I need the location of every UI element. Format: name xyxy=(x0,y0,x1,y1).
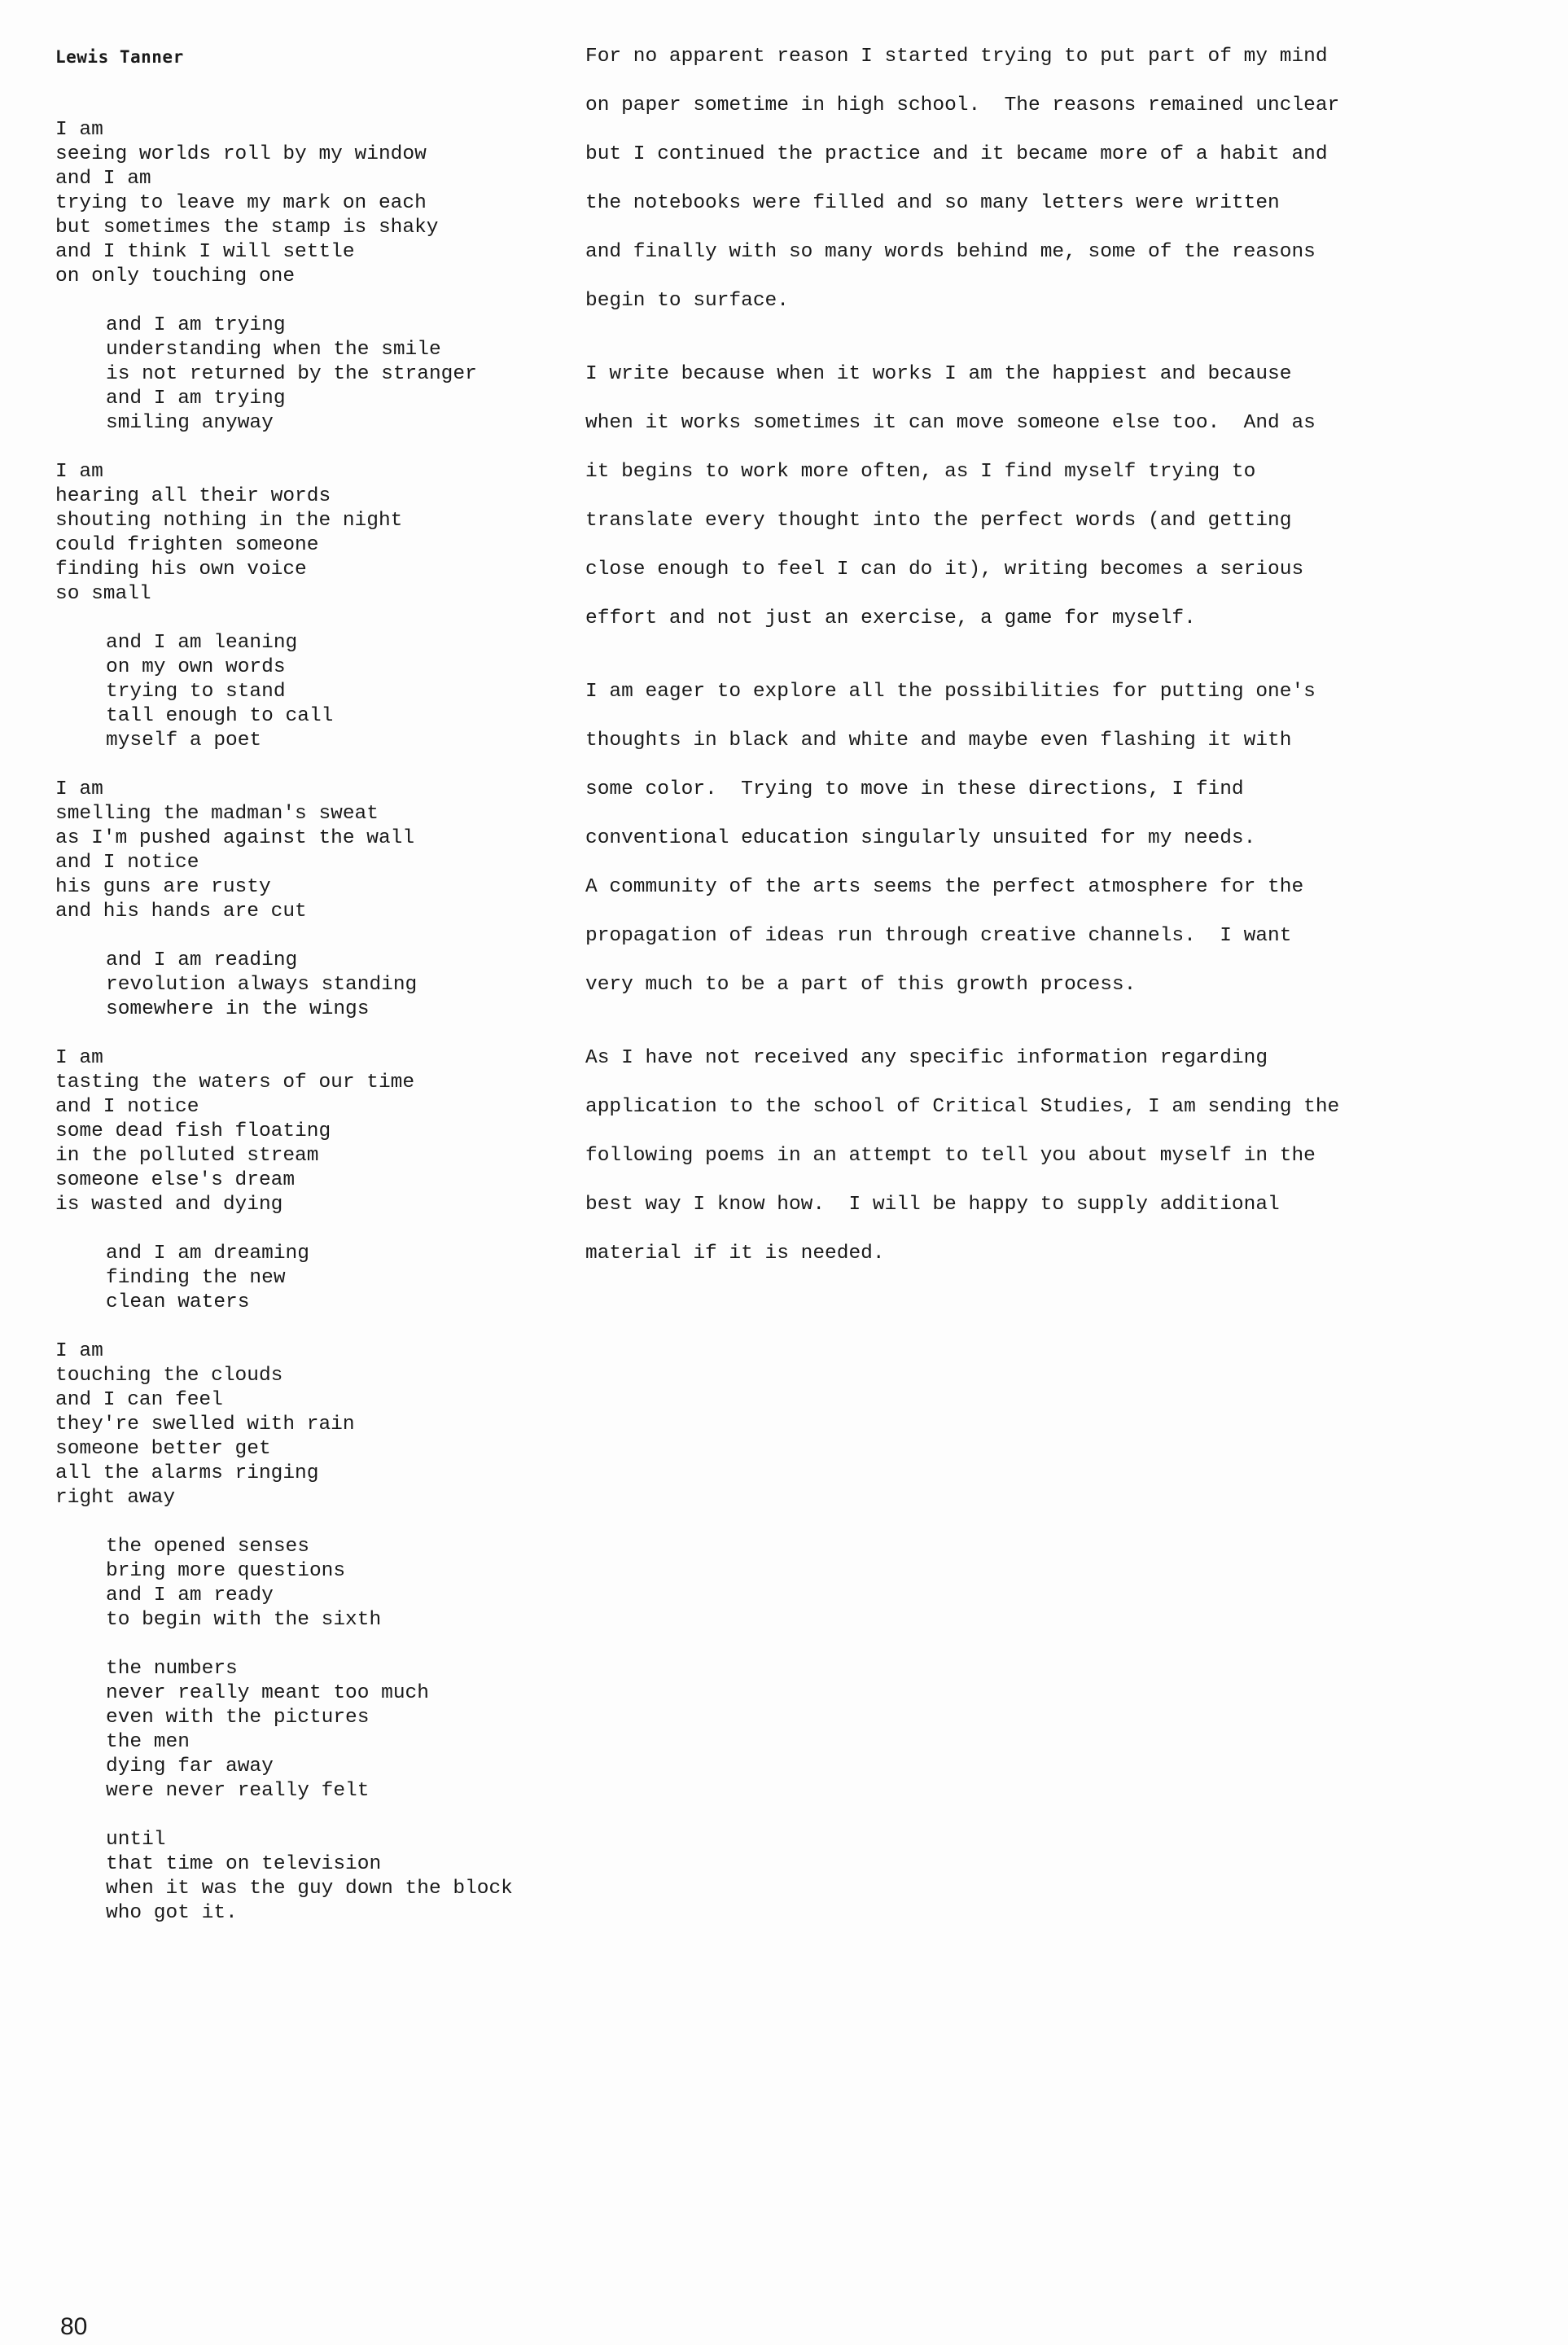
stanza-gap xyxy=(55,924,593,949)
poem-stanza xyxy=(55,778,593,924)
stanza-gap xyxy=(55,1315,593,1339)
poem-stanza xyxy=(55,1535,593,1633)
poem-line: and I can feel xyxy=(55,1389,223,1411)
stanza-gap xyxy=(55,1022,593,1046)
prose-line: when it works sometimes it can move someone else too. And as xyxy=(585,412,1316,434)
poem-line: is wasted and dying xyxy=(55,1194,283,1216)
poem-line: shouting nothing in the night xyxy=(55,510,403,532)
poem-stanza xyxy=(55,1046,593,1217)
prose-line: I am eager to explore all the possibilities for putting one's xyxy=(585,681,1316,703)
prose-line: A community of the arts seems the perfect atmosphere for the xyxy=(585,876,1304,898)
poem-line: is not returned by the stranger xyxy=(106,363,477,385)
prose-line: application to the school of Critical Studies, I am sending the xyxy=(585,1096,1340,1118)
stanza-gap xyxy=(55,1217,593,1242)
poem-line: finding his own voice xyxy=(55,559,307,581)
paragraph-gap xyxy=(585,1019,1522,1044)
poem-stanza xyxy=(55,313,593,436)
poem-line: trying to leave my mark on each xyxy=(55,192,427,214)
stanza-gap xyxy=(55,1510,593,1535)
poem-line: right away xyxy=(55,1487,176,1509)
poem-line: and I am ready xyxy=(106,1585,274,1606)
poem-line: seeing worlds roll by my window xyxy=(55,143,427,165)
poem-line: but sometimes the stamp is shaky xyxy=(55,217,439,239)
prose-line: begin to surface. xyxy=(585,290,789,312)
poem-line: hearing all their words xyxy=(55,485,331,507)
prose-line: I write because when it works I am the happiest and because xyxy=(585,363,1292,385)
stanza-gap xyxy=(55,289,593,313)
poem-line: tasting the waters of our time xyxy=(55,1072,415,1094)
prose-line: some color. Trying to move in these directions, I find xyxy=(585,778,1244,800)
poem-line: never really meant too much xyxy=(106,1682,429,1704)
poem-line: dying far away xyxy=(106,1755,274,1777)
poem-stanza xyxy=(55,631,593,753)
poem-stanza xyxy=(55,1339,593,1510)
poem-line: bring more questions xyxy=(106,1560,346,1582)
paragraph-gap xyxy=(585,335,1522,360)
prose-paragraph xyxy=(585,1044,1522,1288)
prose-line: the notebooks were filled and so many letters were written xyxy=(585,192,1280,214)
poem-line: and I think I will settle xyxy=(55,241,355,263)
prose-line: propagation of ideas run through creative channels. I want xyxy=(585,925,1292,947)
poem-stanza xyxy=(55,1828,593,1926)
poem-stanza xyxy=(55,460,593,607)
poem-stanza xyxy=(55,1657,593,1804)
prose-line: translate every thought into the perfect words (and getting xyxy=(585,510,1292,532)
poem-line: myself a poet xyxy=(106,730,262,752)
poem-line: and I am reading xyxy=(106,949,298,971)
poem-line: the men xyxy=(106,1731,190,1753)
poem-line: so small xyxy=(55,583,151,605)
poem-stanza xyxy=(55,949,593,1022)
poem-line: and I notice xyxy=(55,1096,199,1118)
poem-line: I am xyxy=(55,119,103,141)
poem-line: who got it. xyxy=(106,1902,238,1924)
poem-stanza xyxy=(55,1242,593,1315)
prose-line: following poems in an attempt to tell you about myself in the xyxy=(585,1145,1316,1167)
poem-line: I am xyxy=(55,1047,103,1069)
prose-line: it begins to work more often, as I find myself trying to xyxy=(585,461,1256,483)
poem-line: someone better get xyxy=(55,1438,271,1460)
stanza-gap xyxy=(55,436,593,460)
poem-line: revolution always standing xyxy=(106,974,418,996)
poem-column xyxy=(55,118,593,1926)
prose-line: close enough to feel I can do it), writing becomes a serious xyxy=(585,559,1304,581)
prose-line: effort and not just an exercise, a game for myself. xyxy=(585,607,1196,629)
poem-line: that time on television xyxy=(106,1853,382,1875)
poem-line: and I am trying xyxy=(106,388,286,410)
prose-line: but I continued the practice and it became more of a habit and xyxy=(585,143,1328,165)
poem-line: on only touching one xyxy=(55,265,296,287)
poem-line: and I am trying xyxy=(106,314,286,336)
poem-line: somewhere in the wings xyxy=(106,998,370,1020)
stanza-gap xyxy=(55,753,593,778)
poem-line: and I am leaning xyxy=(106,632,298,654)
stanza-gap xyxy=(55,1804,593,1828)
poem-line: clean waters xyxy=(106,1291,250,1313)
prose-line: best way I know how. I will be happy to supply additional xyxy=(585,1194,1280,1216)
prose-line: As I have not received any specific information regarding xyxy=(585,1047,1268,1069)
poem-line: understanding when the smile xyxy=(106,339,441,361)
prose-column xyxy=(585,42,1522,1288)
poem-line: tall enough to call xyxy=(106,705,334,727)
poem-line: the opened senses xyxy=(106,1536,309,1558)
page-number: 80 xyxy=(60,2313,88,2340)
prose-line: very much to be a part of this growth process. xyxy=(585,974,1137,996)
poem-line: his guns are rusty xyxy=(55,876,271,898)
poem-line: to begin with the sixth xyxy=(106,1609,382,1631)
stanza-gap xyxy=(55,607,593,631)
poem-line: when it was the guy down the block xyxy=(106,1878,513,1900)
stanza-gap xyxy=(55,1633,593,1657)
poem-line: finding the new xyxy=(106,1267,286,1289)
poem-line: and I notice xyxy=(55,852,199,874)
poem-line: were never really felt xyxy=(106,1780,370,1802)
poem-line: touching the clouds xyxy=(55,1365,283,1387)
author-name: Lewis Tanner xyxy=(55,47,184,67)
prose-line: and finally with so many words behind me, some of the reasons xyxy=(585,241,1316,263)
poem-line: the numbers xyxy=(106,1658,238,1680)
poem-line: someone else's dream xyxy=(55,1169,296,1191)
poem-line: could frighten someone xyxy=(55,534,319,556)
prose-line: conventional education singularly unsuited for my needs. xyxy=(585,827,1256,849)
poem-line: I am xyxy=(55,1340,103,1362)
prose-paragraph xyxy=(585,42,1522,335)
poem-line: and his hands are cut xyxy=(55,901,307,923)
poem-line: even with the pictures xyxy=(106,1707,370,1729)
poem-line: smiling anyway xyxy=(106,412,274,434)
prose-line: on paper sometime in high school. The reasons remained unclear xyxy=(585,94,1340,116)
prose-paragraph xyxy=(585,360,1522,653)
prose-line: thoughts in black and white and maybe even flashing it with xyxy=(585,730,1292,752)
poem-line: trying to stand xyxy=(106,681,286,703)
poem-line: some dead fish floating xyxy=(55,1120,331,1142)
poem-line: as I'm pushed against the wall xyxy=(55,827,415,849)
poem-line: on my own words xyxy=(106,656,286,678)
prose-line: material if it is needed. xyxy=(585,1243,885,1265)
poem-line: until xyxy=(106,1829,166,1851)
prose-line: For no apparent reason I started trying to put part of my mind xyxy=(585,46,1328,68)
poem-line: I am xyxy=(55,778,103,800)
poem-line: and I am dreaming xyxy=(106,1243,309,1265)
paragraph-gap xyxy=(585,653,1522,677)
poem-line: they're swelled with rain xyxy=(55,1414,355,1435)
poem-line: smelling the madman's sweat xyxy=(55,803,379,825)
poem-line: in the polluted stream xyxy=(55,1145,319,1167)
poem-line: and I am xyxy=(55,168,151,190)
poem-line: I am xyxy=(55,461,103,483)
poem-stanza xyxy=(55,118,593,289)
prose-paragraph xyxy=(585,677,1522,1019)
poem-line: all the alarms ringing xyxy=(55,1462,319,1484)
